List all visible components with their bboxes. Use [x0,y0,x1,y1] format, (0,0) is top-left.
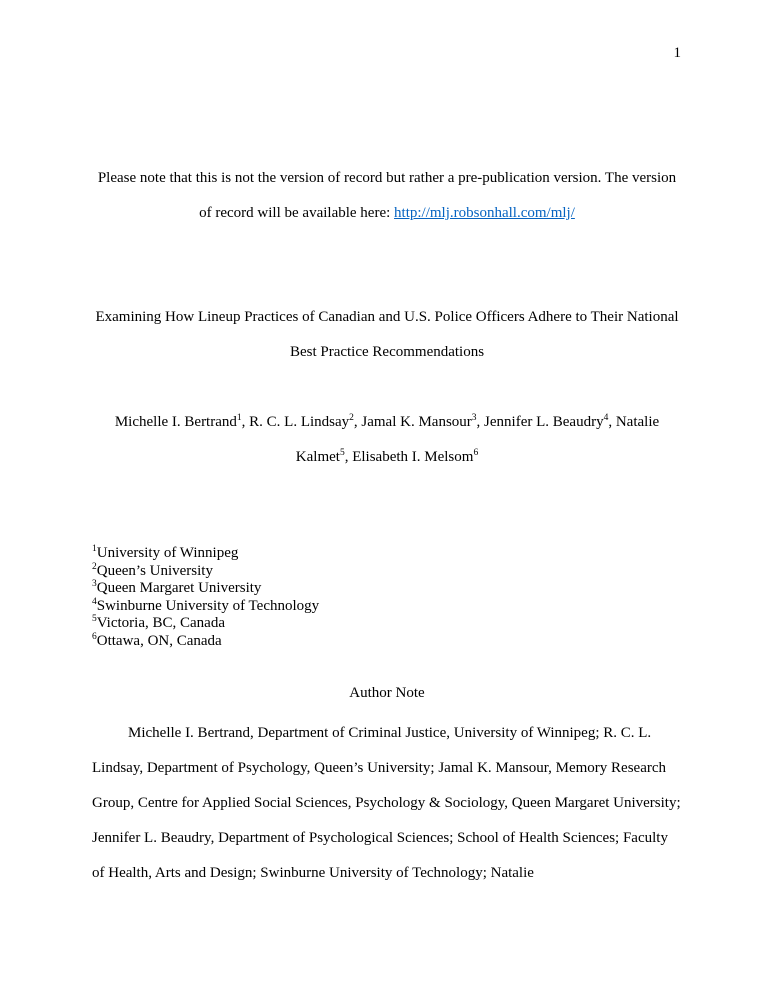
author-affiliation-marker: 1 [236,413,242,423]
author-affiliation-marker: 5 [339,448,345,458]
affiliation-item [92,580,319,598]
author-affiliation-marker: 2 [349,413,354,423]
author-note-paragraph: Michelle I. Bertrand, Department of Criminal Justice, University of Winnipeg; R. C. L. Lindsay, Department of Psychology, Queen’s University; Jamal K. Mansour, Memory Research Group, Centre for Applied Social Sciences, Psychology & Sociology, Queen Margaret University; Jennifer L. Beaudry, Department of Psychological Sciences; School of Health Sciences; Faculty of Health, Arts and Design; Swinburne University of Technology; Natalie [92,725,681,881]
affiliation-list [92,545,319,650]
affiliation-text: Queen Margaret University [96,580,262,596]
author-affiliation-marker: 3 [471,413,477,423]
author-name: Jennifer L. Beaudry [484,414,604,430]
affiliation-text: Queen’s University [96,562,213,579]
version-of-record-link[interactable]: http://mlj.robsonhall.com/mlj/ [394,205,575,221]
affiliation-number: 1 [92,544,97,554]
affiliation-number: 3 [92,579,97,589]
author-name: Michelle I. Bertrand [114,414,237,430]
author-name: Natalie Kalmet [295,414,660,465]
affiliation-item [92,633,319,651]
author-list: Michelle I. Bertrand$^1$, R. C. L. Lindsay$^2$, Jamal K. Mansour$^3$, Jennifer L. Beaudry$^4$, Natalie Kalmet$^5$, Elisabeth I. Melsom$^6$ [114,413,660,465]
notice-text: Please note that this is not the version of record but rather a pre-publication version. The version of record will be available here: [97,170,677,221]
paper-title: Examining How Lineup Practices of Canadian and U.S. Police Officers Adhere to Their National Best Practice Recommendations [95,309,679,360]
affiliation-number: 2 [92,561,97,572]
page-number: 1 [673,45,681,61]
affiliation-number: 4 [92,596,97,607]
affiliation-number: 5 [92,614,97,624]
author-name: Jamal K. Mansour [361,414,472,430]
affiliation-item [92,598,319,616]
author-name: Elisabeth I. Melsom [352,449,474,465]
author-note [92,716,682,891]
author-affiliation-marker: 6 [473,448,479,458]
author-name: R. C. L. Lindsay [249,414,350,430]
affiliation-item [92,563,319,581]
affiliation-item [92,615,319,633]
affiliation-text: University of Winnipeg [96,545,239,561]
affiliation-number: 6 [92,631,97,642]
author-note-heading: Author Note [349,685,425,701]
affiliation-item [92,545,319,563]
author-affiliation-marker: 4 [603,413,609,423]
affiliation-text: Victoria, BC, Canada [96,615,225,631]
affiliation-text: Ottawa, ON, Canada [96,632,222,649]
prepublication-notice [92,161,682,231]
affiliation-text: Swinburne University of Technology [96,597,320,614]
